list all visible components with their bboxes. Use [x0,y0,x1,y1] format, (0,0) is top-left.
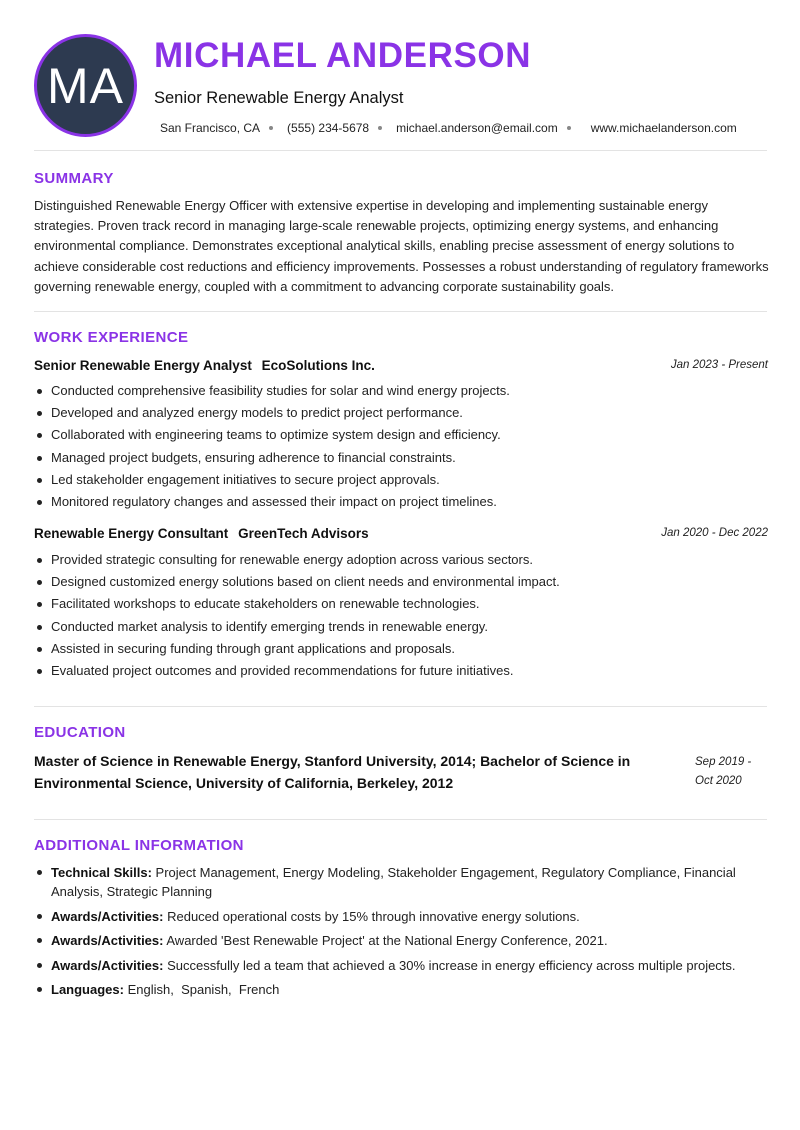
list-item: Conducted market analysis to identify emerging trends in renewable energy. [34,616,768,638]
education-entry: Master of Science in Renewable Energy, Stanford University, 2014; Bachelor of Science in Environmental Science, University of California, Berkeley, 2012 [34,753,631,791]
separator-dot [567,126,571,130]
list-item: Facilitated workshops to educate stakeholders on renewable technologies. [34,593,768,615]
avatar [34,34,137,137]
item-text: English, Spanish, French [127,982,280,997]
additional-heading: ADDITIONAL INFORMATION [34,837,244,854]
item-label: Technical Skills: [51,865,152,880]
list-item: Conducted comprehensive feasibility studies for solar and wind energy projects. [34,380,768,402]
candidate-title: Senior Renewable Energy Analyst [154,89,404,107]
contact-website[interactable]: www.michaelanderson.com [590,121,737,135]
item-label: Awards/Activities: [51,957,164,973]
item-text: Project Management, Energy Modeling, Stakeholder Engagement, Regulatory Compliance, Financial Analysis, Strategic Planning [51,865,736,899]
contact-phone[interactable]: (555) 234-5678 [287,121,370,135]
additional-list [34,863,768,1005]
contact-bar [160,121,737,135]
job-header [34,526,768,544]
job-bullets [34,380,768,513]
job-bullets [34,549,768,682]
summary-text: Distinguished Renewable Energy Officer with extensive expertise in developing and implementing sustainable energy strategies. Proven track record in managing large-scale renewable projects, optimizing energy systems, and enhancing environmental compliance. Demonstrates exceptional analytical skills, enabling precise assessment of energy solutions to achieve considerable cost reductions and efficiency improvements. Possesses a robust understanding of regulatory frameworks governing renewable energy, coupled with a commitment to advancing corporate sustainability goals. [34,198,769,294]
section-divider [34,706,767,707]
list-item: Assisted in securing funding through grant applications and proposals. [34,638,768,660]
separator-dot [269,126,273,130]
education-heading: EDUCATION [34,724,126,741]
item-label: Languages: [51,982,124,997]
item-text: Reduced operational costs by 15% through innovative energy solutions. [167,908,580,924]
section-divider [34,150,767,151]
job-role: Senior Renewable Energy Analyst [34,358,252,373]
section-divider [34,311,767,312]
item-label: Awards/Activities: [51,908,164,924]
list-item [34,907,768,926]
list-item: Developed and analyzed energy models to predict project performance. [34,402,768,424]
job-role: Renewable Energy Consultant [34,526,229,541]
section-divider [34,819,767,820]
list-item: Monitored regulatory changes and assessed their impact on project timelines. [34,491,768,513]
item-text: Successfully led a team that achieved a 30% increase in energy efficiency across multiple projects. [167,957,736,973]
list-item [34,956,768,975]
list-item: Provided strategic consulting for renewable energy adoption across various sectors. [34,549,768,571]
job-dates: Jan 2020 - Dec 2022 [661,527,768,539]
list-item [34,863,768,901]
job-dates: Jan 2023 - Present [670,359,768,371]
experience-heading: WORK EXPERIENCE [34,329,189,346]
item-text: Awarded 'Best Renewable Project' at the National Energy Conference, 2021. [166,933,608,948]
list-item: Designed customized energy solutions based on client needs and environmental impact. [34,571,768,593]
list-item: Evaluated project outcomes and provided recommendations for future initiatives. [34,660,768,682]
separator-dot [378,126,382,130]
list-item [34,931,768,950]
job-company: GreenTech Advisors [238,526,369,541]
list-item [34,980,768,999]
contact-email[interactable]: michael.anderson@email.com [396,121,558,135]
summary-heading: SUMMARY [34,170,114,187]
list-item: Collaborated with engineering teams to optimize system design and efficiency. [34,424,768,446]
education-dates: Sep 2019 - Oct 2020 [695,756,752,787]
item-label: Awards/Activities: [51,933,164,948]
avatar-initials: MA [47,57,124,114]
list-item: Managed project budgets, ensuring adherence to financial constraints. [34,447,768,469]
resume-header [34,34,768,142]
job-header [34,358,768,376]
candidate-name: MICHAEL ANDERSON [154,36,532,75]
contact-location: San Francisco, CA [160,121,261,135]
list-item: Led stakeholder engagement initiatives to secure project approvals. [34,469,768,491]
job-company: EcoSolutions Inc. [261,358,375,373]
